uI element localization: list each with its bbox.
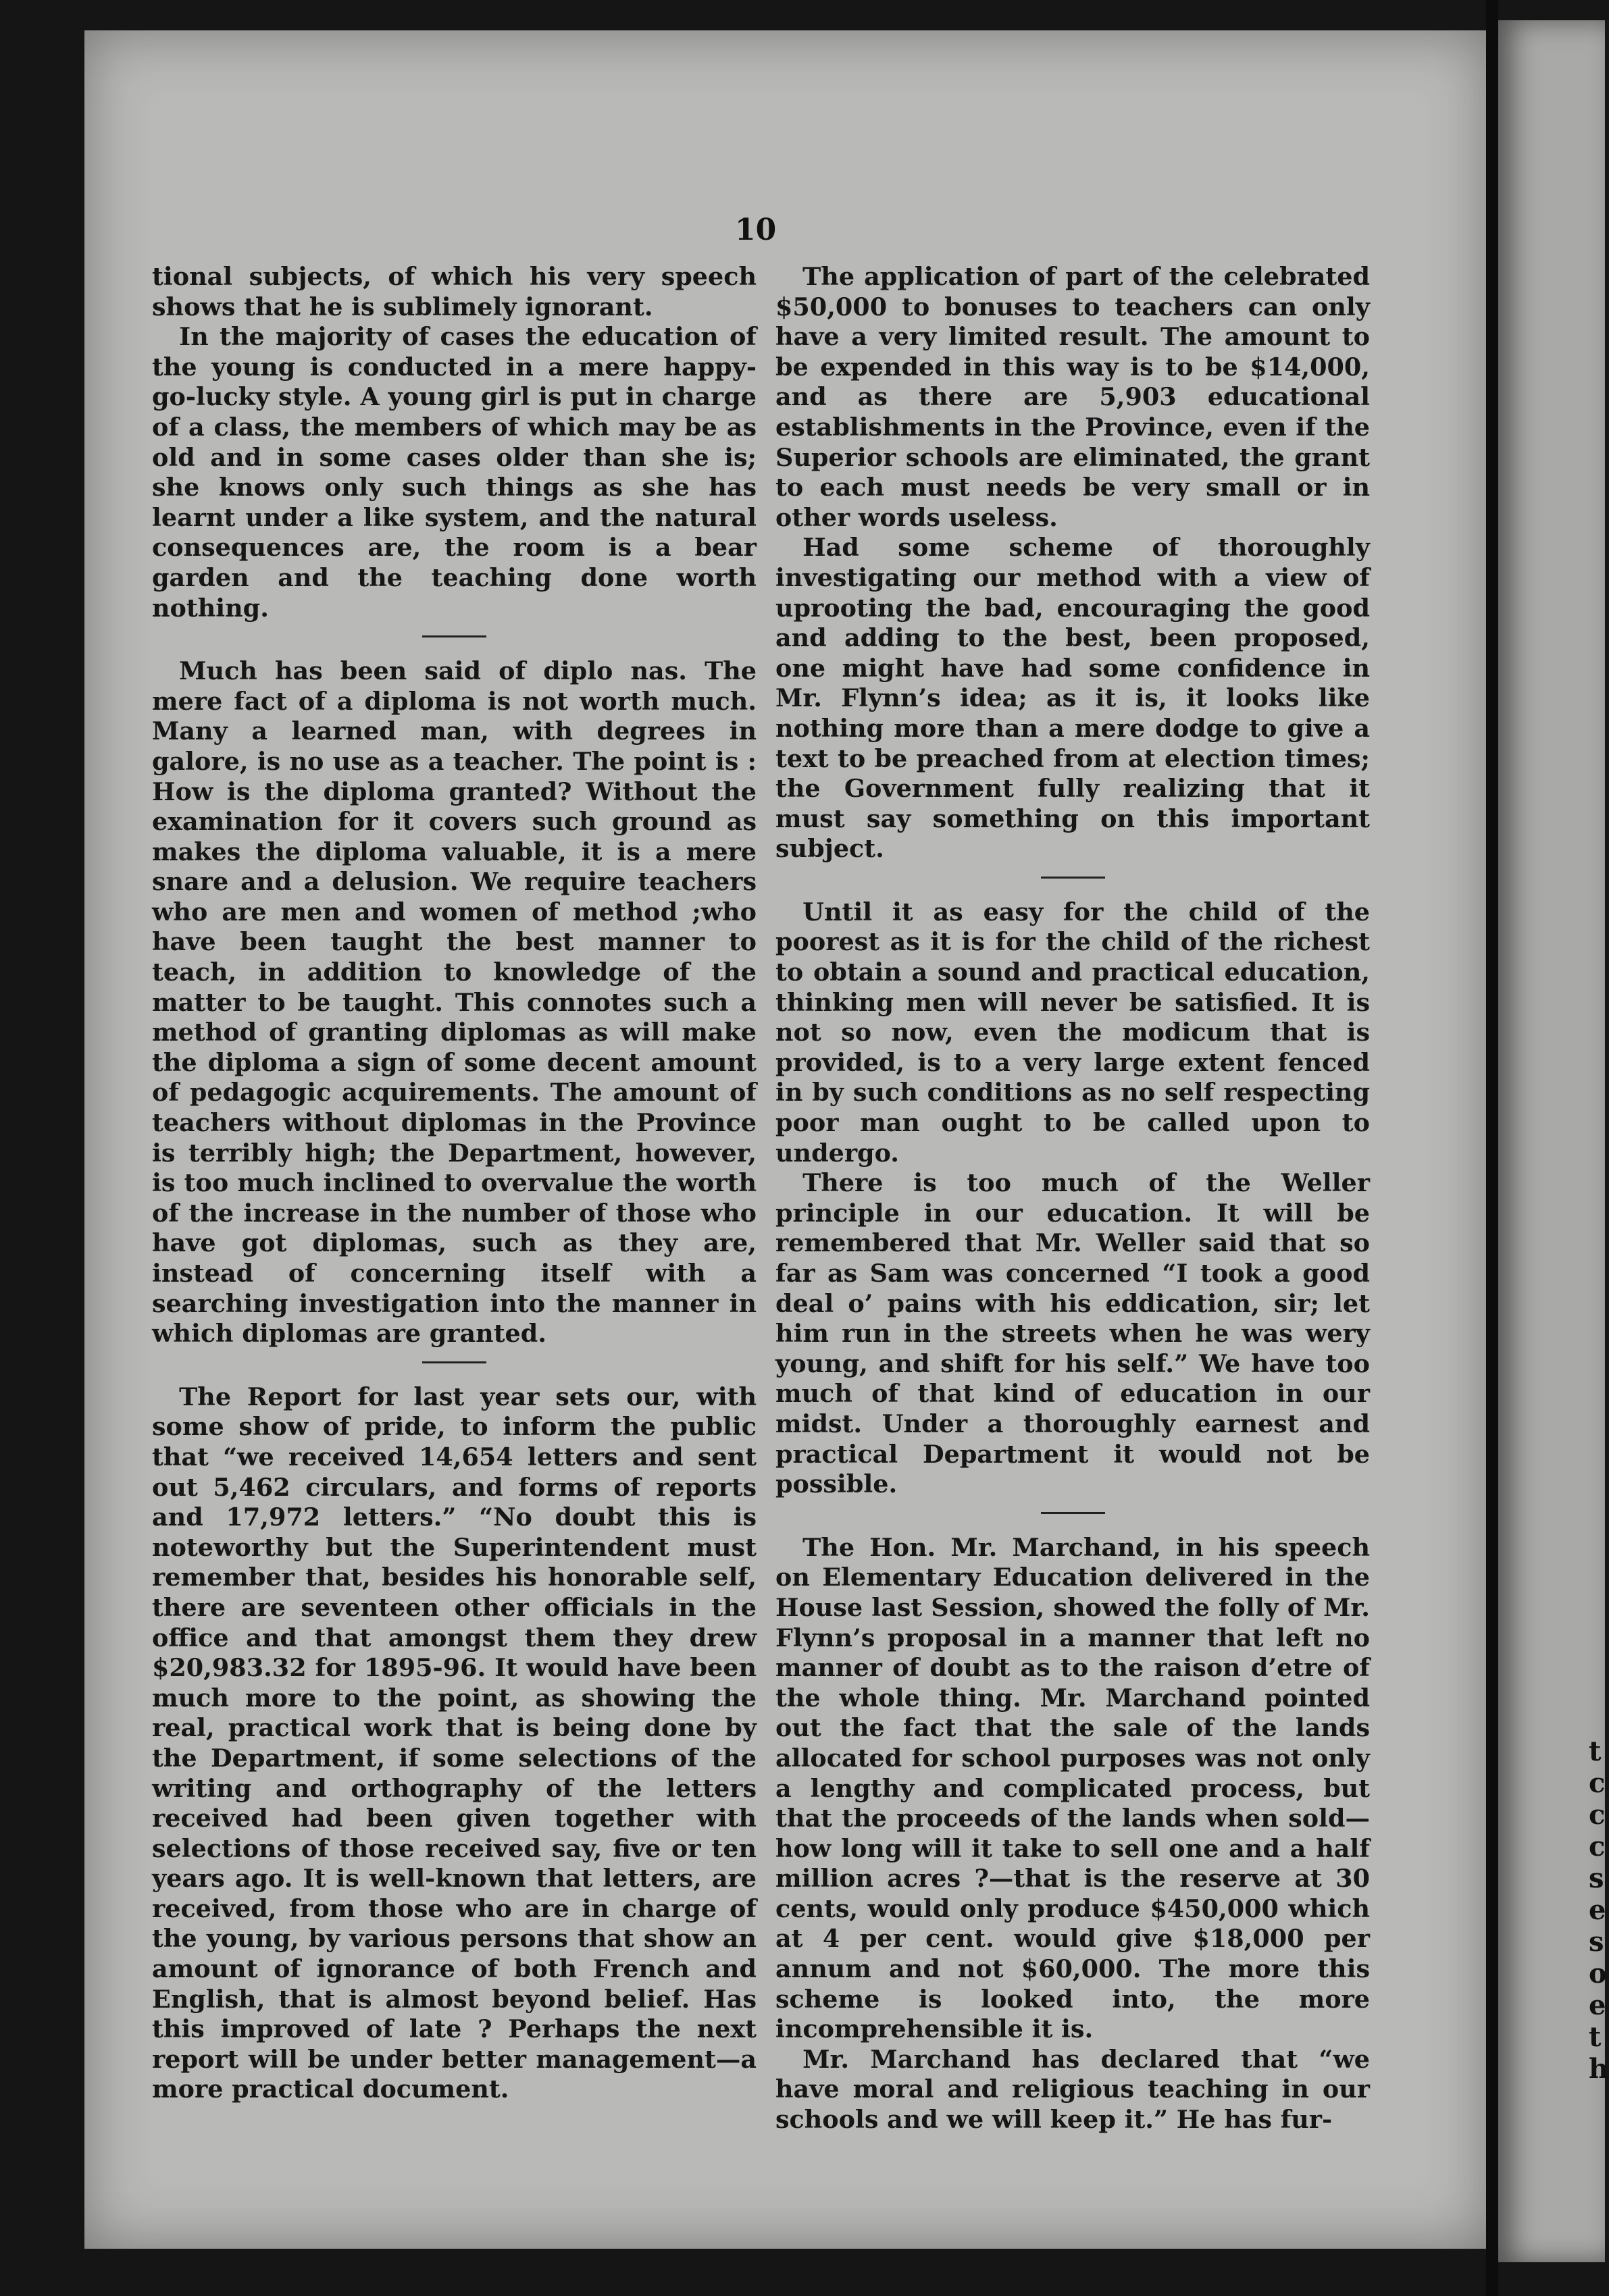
paragraph: There is too much of the Weller principle in our education. It will be remembered that Mr. Weller said that so far as Sam was concerned “I took a good deal o’ pains with his eddication, sir; let him run in the streets when he was wery young, and shift for his self.” We have too much of that kind of education in our midst. Under a thoroughly earnest and practical Department it would not be possible. — [775, 1168, 1370, 1499]
edge-letter: t — [1589, 2021, 1602, 2053]
right-column — [775, 262, 1370, 2135]
section-divider — [422, 1361, 486, 1363]
paragraph: Much has been said of diplo nas. The mere fact of a diploma is not worth much. Many a learned man, with degrees in galore, is no use as a teacher. The point is : How is the diploma granted? Without the examination for it covers such ground as makes the diploma valuable, it is a mere snare and a delusion. We require teachers who are men and women of method ;who have been taught the best manner to teach, in addition to knowledge of the matter to be taught. This connotes such a method of granting diplomas as will make the diploma a sign of some decent amount of pedagogic acquirements. The amount of teachers without diplomas in the Province is terribly high; the Department, however, is too much inclined to overvalue the worth of the increase in the number of those who have got diplomas, such as they are, instead of concerning itself with a searching investigation into the manner in which diplomas are granted. — [152, 656, 757, 1349]
section-divider — [1041, 1512, 1105, 1514]
edge-letter: t — [1589, 1736, 1602, 1767]
edge-letter: h — [1589, 2053, 1609, 2085]
paragraph: The application of part of the celebrated $50,000 to bonuses to teachers can only have a very limited result. The amount to be expended in this way is to be $14,000, and as there are 5,903 educational establishments in the Province, even if the Superior schools are eliminated, the grant to each must needs be very small or in other words useless. — [775, 262, 1370, 532]
edge-letter: s — [1589, 1926, 1604, 1958]
page-number: 10 — [735, 213, 777, 247]
paragraph: The Hon. Mr. Marchand, in his speech on Elementary Education delivered in the House last Session, showed the folly of Mr. Flynn’s proposal in a manner that left no manner of doubt as to the raison d’etre of the whole thing. Mr. Marchand pointed out the fact that the sale of the lands allocated for school purposes was not only a lengthy and complicated process, but that the proceeds of the lands when sold—how long will it take to sell one and a half million acres ?—that is the reserve at 30 cents, would only produce $450,000 which at 4 per cent. would give $18,000 per annum and not $60,000. The more this scheme is looked into, the more incomprehensible it is. — [775, 1532, 1370, 2044]
paragraph: Mr. Marchand has declared that “we have moral and religious teaching in our schools and we will keep it.” He has fur- — [775, 2044, 1370, 2135]
section-divider — [1041, 877, 1105, 879]
paragraph: Had some scheme of thoroughly investigating our method with a view of uprooting the bad, encouraging the good and adding to the best, been proposed, one might have had some confidence in Mr. Flynn’s idea; as it is, it looks like nothing more than a mere dodge to give a text to be preached from at election times; the Government fully realizing that it must say something on this important subject. — [775, 533, 1370, 864]
paragraph: The Report for last year sets our, with some show of pride, to inform the public that “we received 14,654 letters and sent out 5,462 circulars, and forms of reports and 17,972 letters.” “No doubt this is noteworthy but the Superintendent must remember that, besides his honorable self, there are seventeen other officials in the office and that amongst them they drew $20,983.32 for 1895-96. It would have been much more to the point, as showing the real, practical work that is being done by the Department, if some selections of the writing and orthography of the letters received had been given together with selections of those received say, five or ten years ago. It is well-known that letters, are received, from those who are in charge of the young, by various persons that show an amount of ignorance of both French and English, that is almost beyond belief. Has this improved of late ? Perhaps the next report will be under better management—a more practical document. — [152, 1382, 757, 2104]
paragraph: tional subjects, of which his very speech shows that he is sublimely ignorant. — [152, 262, 757, 321]
edge-letter: o — [1589, 1958, 1607, 1989]
edge-letter: e — [1589, 1989, 1606, 2021]
edge-letter: c — [1589, 1799, 1606, 1831]
edge-letter: s — [1589, 1862, 1604, 1894]
paragraph: In the majority of cases the education of the young is conducted in a mere happy-go-lucky style. A young girl is put in charge of a class, the members of which may be as old and in some cases older than she is; she knows only such things as she has learnt under a like system, and the natural consequences are, the room is a bear garden and the teaching done worth nothing. — [152, 322, 757, 623]
left-column — [152, 262, 757, 2105]
section-divider — [422, 635, 486, 637]
binding-gutter — [1486, 0, 1498, 2296]
paragraph: Until it as easy for the child of the poorest as it is for the child of the richest to obtain a sound and practical education, thinking men will never be satisfied. It is not so now, even the modicum that is provided, is to a very large extent fenced in by such conditions as no self respecting poor man ought to be called upon to undergo. — [775, 897, 1370, 1168]
edge-letter: c — [1589, 1831, 1606, 1862]
adjacent-page-letters — [1589, 1736, 1609, 2085]
edge-letter: c — [1589, 1767, 1606, 1799]
edge-letter: e — [1589, 1894, 1606, 1926]
